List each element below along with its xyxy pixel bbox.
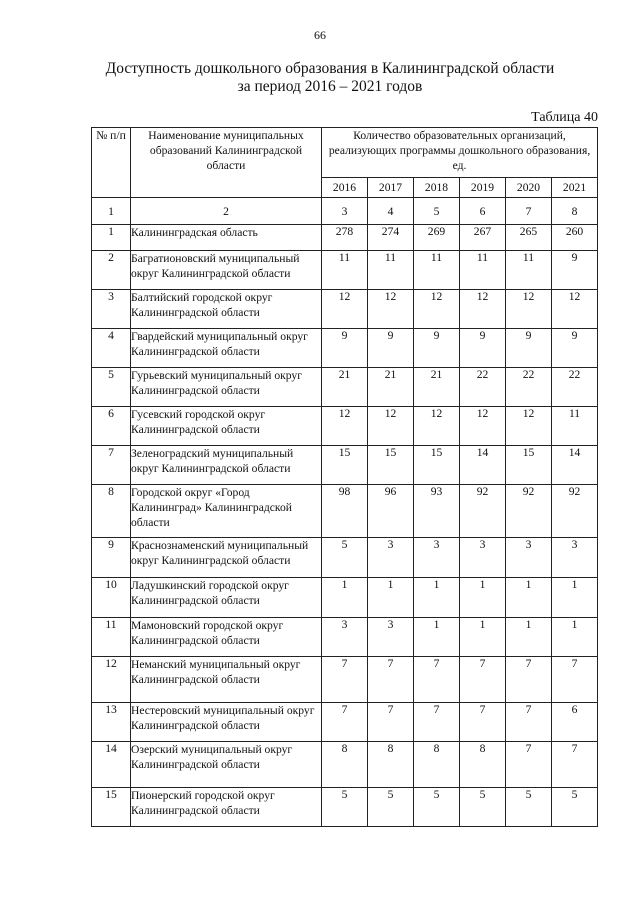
value-cell: 8 [460, 742, 506, 788]
title-line-1: Доступность дошкольного образования в Калининградской области [105, 60, 555, 77]
title-line-2: за период 2016 – 2021 годов [237, 78, 423, 95]
value-cell: 3 [506, 538, 552, 578]
value-cell: 14 [552, 446, 598, 485]
row-number: 11 [92, 618, 131, 657]
value-cell: 11 [460, 251, 506, 290]
value-cell: 8 [368, 742, 414, 788]
value-cell: 7 [460, 703, 506, 742]
value-cell: 5 [506, 788, 552, 827]
municipality-name: Ладушкинский городской округ Калининградской области [131, 578, 322, 618]
value-cell: 260 [552, 225, 598, 251]
value-cell: 11 [506, 251, 552, 290]
value-cell: 1 [414, 578, 460, 618]
value-cell: 12 [506, 290, 552, 329]
value-cell: 98 [322, 485, 368, 538]
municipality-name: Гурьевский муниципальный округ Калининградской области [131, 368, 322, 407]
value-cell: 11 [552, 407, 598, 446]
year-header: 2016 [322, 178, 368, 198]
value-cell: 8 [414, 742, 460, 788]
value-cell: 15 [506, 446, 552, 485]
table-row [92, 618, 598, 657]
value-cell: 8 [322, 742, 368, 788]
table-row [92, 788, 598, 827]
header-num: № п/п [92, 128, 131, 198]
row-number: 10 [92, 578, 131, 618]
value-cell: 1 [506, 578, 552, 618]
value-cell: 1 [460, 578, 506, 618]
value-cell: 22 [460, 368, 506, 407]
value-cell: 21 [368, 368, 414, 407]
column-index: 1 [92, 198, 131, 225]
table-row [92, 657, 598, 703]
row-number: 3 [92, 290, 131, 329]
header-count: Количество образовательных организаций, реализующих программы дошкольного образования, ед. [322, 128, 598, 178]
row-number: 7 [92, 446, 131, 485]
value-cell: 265 [506, 225, 552, 251]
value-cell: 7 [414, 703, 460, 742]
value-cell: 1 [368, 578, 414, 618]
table-row [92, 329, 598, 368]
value-cell: 5 [322, 788, 368, 827]
table-row [92, 703, 598, 742]
column-index: 2 [131, 198, 322, 225]
value-cell: 274 [368, 225, 414, 251]
value-cell: 9 [322, 329, 368, 368]
year-header: 2019 [460, 178, 506, 198]
municipality-name: Неманский муниципальный округ Калининградской области [131, 657, 322, 703]
value-cell: 5 [460, 788, 506, 827]
value-cell: 7 [368, 703, 414, 742]
value-cell: 9 [414, 329, 460, 368]
row-number: 4 [92, 329, 131, 368]
value-cell: 9 [506, 329, 552, 368]
value-cell: 15 [414, 446, 460, 485]
value-cell: 1 [552, 578, 598, 618]
municipality-name: Багратионовский муниципальный округ Калининградской области [131, 251, 322, 290]
year-header: 2020 [506, 178, 552, 198]
value-cell: 267 [460, 225, 506, 251]
value-cell: 12 [414, 290, 460, 329]
document-title [100, 60, 560, 96]
value-cell: 3 [552, 538, 598, 578]
row-number: 15 [92, 788, 131, 827]
value-cell: 3 [460, 538, 506, 578]
value-cell: 21 [322, 368, 368, 407]
municipality-name: Краснознаменский муниципальный округ Калининградской области [131, 538, 322, 578]
value-cell: 11 [322, 251, 368, 290]
table-row [92, 446, 598, 485]
column-index-row [92, 198, 598, 225]
value-cell: 9 [368, 329, 414, 368]
value-cell: 12 [414, 407, 460, 446]
value-cell: 15 [368, 446, 414, 485]
year-header: 2017 [368, 178, 414, 198]
value-cell: 22 [506, 368, 552, 407]
table-row [92, 538, 598, 578]
value-cell: 96 [368, 485, 414, 538]
value-cell: 5 [368, 788, 414, 827]
municipality-name: Пионерский городской округ Калининградской области [131, 788, 322, 827]
value-cell: 93 [414, 485, 460, 538]
row-number: 14 [92, 742, 131, 788]
table-row [92, 251, 598, 290]
value-cell: 7 [460, 657, 506, 703]
value-cell: 9 [552, 251, 598, 290]
column-index: 8 [552, 198, 598, 225]
municipality-name: Нестеровский муниципальный округ Калининградской области [131, 703, 322, 742]
value-cell: 12 [460, 290, 506, 329]
value-cell: 7 [552, 742, 598, 788]
year-header: 2018 [414, 178, 460, 198]
value-cell: 3 [368, 618, 414, 657]
table-row [92, 485, 598, 538]
row-number: 13 [92, 703, 131, 742]
value-cell: 7 [414, 657, 460, 703]
year-header: 2021 [552, 178, 598, 198]
municipality-name: Городской округ «Город Калининград» Калининградской области [131, 485, 322, 538]
value-cell: 92 [506, 485, 552, 538]
municipality-name: Гусевский городской округ Калининградской области [131, 407, 322, 446]
value-cell: 22 [552, 368, 598, 407]
column-index: 7 [506, 198, 552, 225]
value-cell: 3 [414, 538, 460, 578]
column-index: 3 [322, 198, 368, 225]
value-cell: 14 [460, 446, 506, 485]
table-row [92, 225, 598, 251]
value-cell: 1 [414, 618, 460, 657]
table-row [92, 368, 598, 407]
value-cell: 7 [506, 657, 552, 703]
municipality-name: Зеленоградский муниципальный округ Калининградской области [131, 446, 322, 485]
value-cell: 12 [368, 407, 414, 446]
value-cell: 21 [414, 368, 460, 407]
row-number: 2 [92, 251, 131, 290]
table-row [92, 742, 598, 788]
value-cell: 7 [322, 657, 368, 703]
value-cell: 7 [368, 657, 414, 703]
value-cell: 1 [506, 618, 552, 657]
value-cell: 12 [322, 407, 368, 446]
row-number: 8 [92, 485, 131, 538]
column-index: 4 [368, 198, 414, 225]
value-cell: 3 [322, 618, 368, 657]
municipality-name: Озерский муниципальный округ Калининградской области [131, 742, 322, 788]
row-number: 6 [92, 407, 131, 446]
value-cell: 12 [506, 407, 552, 446]
row-number: 1 [92, 225, 131, 251]
data-table [91, 127, 598, 827]
value-cell: 1 [322, 578, 368, 618]
value-cell: 3 [368, 538, 414, 578]
value-cell: 7 [552, 657, 598, 703]
row-number: 12 [92, 657, 131, 703]
value-cell: 269 [414, 225, 460, 251]
value-cell: 15 [322, 446, 368, 485]
value-cell: 1 [460, 618, 506, 657]
value-cell: 12 [368, 290, 414, 329]
value-cell: 11 [368, 251, 414, 290]
header-name: Наименование муниципальных образований Калининградской области [131, 128, 322, 198]
page-number: 66 [314, 28, 326, 42]
value-cell: 5 [552, 788, 598, 827]
value-cell: 9 [552, 329, 598, 368]
value-cell: 12 [552, 290, 598, 329]
municipality-name: Калининградская область [131, 225, 322, 251]
value-cell: 12 [460, 407, 506, 446]
value-cell: 9 [460, 329, 506, 368]
table-row [92, 578, 598, 618]
value-cell: 7 [322, 703, 368, 742]
value-cell: 278 [322, 225, 368, 251]
table-row [92, 407, 598, 446]
value-cell: 1 [552, 618, 598, 657]
value-cell: 7 [506, 742, 552, 788]
value-cell: 7 [506, 703, 552, 742]
table-row [92, 290, 598, 329]
column-index: 6 [460, 198, 506, 225]
row-number: 9 [92, 538, 131, 578]
value-cell: 5 [322, 538, 368, 578]
value-cell: 92 [552, 485, 598, 538]
municipality-name: Балтийский городской округ Калининградской области [131, 290, 322, 329]
value-cell: 11 [414, 251, 460, 290]
value-cell: 12 [322, 290, 368, 329]
table-caption: Таблица 40 [531, 110, 598, 125]
value-cell: 5 [414, 788, 460, 827]
municipality-name: Мамоновский городской округ Калининградской области [131, 618, 322, 657]
row-number: 5 [92, 368, 131, 407]
column-index: 5 [414, 198, 460, 225]
value-cell: 92 [460, 485, 506, 538]
value-cell: 6 [552, 703, 598, 742]
municipality-name: Гвардейский муниципальный округ Калининградской области [131, 329, 322, 368]
